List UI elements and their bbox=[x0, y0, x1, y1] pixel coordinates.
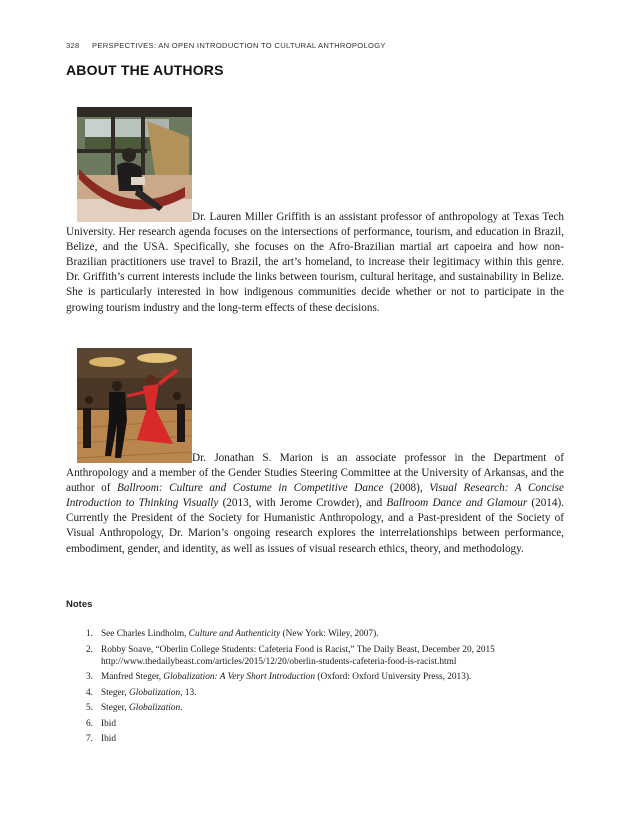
note-item bbox=[86, 671, 536, 683]
note-text: , 13. bbox=[180, 687, 197, 698]
author-bio-marion bbox=[66, 451, 564, 557]
note-text: Robby Soave, “Oberlin College Students: Cafeteria Food is Racist,” The Daily Beast, December 20, 2015 http://www.thedailybeast.com/articles/2015/12/20/oberlin-students-cafeteria-food-is-racist.html bbox=[101, 644, 495, 667]
note-text: Ibid bbox=[101, 734, 116, 744]
bio-text: Dr. Lauren Miller Griffith is an assistant professor of anthropology at Texas Tech University. Her research agenda focuses on the intersections of performance, tourism, and education in Brazil, Belize, and the USA. Specifically, she focuses on the Afro-Brazilian martial art capoeira and how non-Brazilian practitioners use travel to Brazil, the art’s homeland, to increase their legitimacy within this genre. Dr. Griffith’s current interests include the links between tourism, cultural heritage, and sustainability in Belize. She is particularly interested in how indigenous communities decide whether or not to participate in the growing tourism industry and the long-term effects of these decisions. bbox=[66, 211, 564, 314]
note-text: See Charles Lindholm, bbox=[101, 629, 189, 639]
running-header bbox=[66, 41, 386, 50]
notes-heading: Notes bbox=[66, 599, 93, 610]
author-photo-griffith bbox=[77, 107, 192, 222]
note-number: 2. bbox=[86, 644, 93, 655]
note-item bbox=[86, 733, 536, 745]
note-text: (Oxford: Oxford University Press, 2013). bbox=[315, 672, 472, 682]
note-text: Ibid bbox=[101, 718, 116, 729]
note-italic-title: Globalization: A Very Short Introduction bbox=[163, 672, 316, 682]
author-photo-marion bbox=[77, 348, 192, 463]
note-number: 3. bbox=[86, 672, 93, 682]
note-item bbox=[86, 628, 536, 640]
section-title: ABOUT THE AUTHORS bbox=[66, 62, 224, 78]
author-bio-griffith bbox=[66, 210, 564, 316]
bio-text: Dr. Jonathan S. Marion is an associate professor in the Department of Anthropology and a member of the Gender Studies Steering Committee at the University of Arkansas, and the author of bbox=[66, 452, 564, 495]
bio-text: (2014). Currently the President of the Society for Humanistic Anthropology, and a Past-president of the Society of Visual Anthropology, Dr. Marion’s ongoing research explores the interrelationships between performance, embodiment, gender, and identity, as well as issues of visual research ethics, theory, and methodology. bbox=[66, 497, 564, 555]
page-number: 328 bbox=[66, 41, 80, 50]
hammock-photo bbox=[77, 107, 192, 222]
book-title: PERSPECTIVES: AN OPEN INTRODUCTION TO CULTURAL ANTHROPOLOGY bbox=[92, 41, 386, 50]
note-number: 4. bbox=[86, 687, 93, 698]
notes-list bbox=[86, 628, 536, 749]
note-item bbox=[86, 718, 536, 730]
note-item bbox=[86, 644, 536, 668]
note-text: (New York: Wiley, 2007). bbox=[280, 629, 379, 639]
note-item bbox=[86, 702, 536, 714]
bio-text: (2008), bbox=[383, 482, 430, 495]
bio-text: (2013, with Jerome Crowder), and bbox=[218, 497, 387, 510]
book-title-ballroom: Ballroom: Culture and Costume in Competitive Dance bbox=[116, 482, 384, 495]
note-item bbox=[86, 687, 536, 699]
note-text: Manfred Steger, bbox=[101, 672, 164, 682]
note-number: 7. bbox=[86, 734, 93, 744]
note-text: . bbox=[180, 703, 183, 713]
note-italic-title: Globalization bbox=[129, 703, 181, 713]
note-number: 6. bbox=[86, 718, 93, 729]
note-italic-title: Culture and Authenticity bbox=[188, 629, 281, 639]
note-italic-title: Globalization bbox=[129, 687, 181, 698]
book-title-glamour: Ballroom Dance and Glamour bbox=[386, 497, 528, 510]
note-text: Steger, bbox=[101, 703, 130, 713]
note-number: 1. bbox=[86, 629, 93, 639]
ballroom-photo bbox=[77, 348, 192, 463]
book-title-visual-research: Visual Research: A Concise Introduction to Thinking Visually bbox=[66, 482, 564, 510]
note-number: 5. bbox=[86, 703, 93, 713]
note-text: Steger, bbox=[101, 687, 130, 698]
